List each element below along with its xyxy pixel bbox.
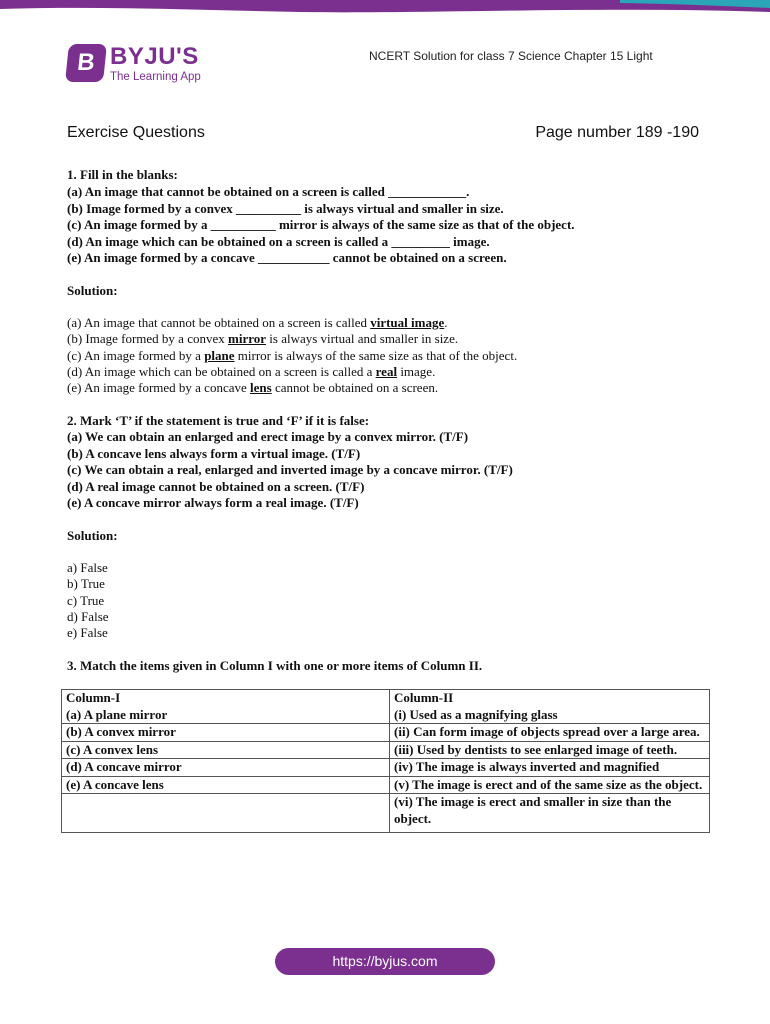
column1-item: (b) A convex mirror bbox=[62, 724, 390, 742]
q1-solution-b: (b) Image formed by a convex mirror is always virtual and smaller in size. bbox=[67, 331, 459, 346]
byjus-logo bbox=[67, 44, 207, 88]
q1-item-e: (e) An image formed by a concave ___________ cannot be obtained on a screen. bbox=[67, 250, 507, 265]
logo-badge: B bbox=[65, 44, 107, 82]
q2-item-b: (b) A concave lens always form a virtual image. (T/F) bbox=[67, 446, 361, 461]
table-row bbox=[62, 794, 710, 833]
q2-item-e: (e) A concave mirror always form a real image. (T/F) bbox=[67, 495, 359, 510]
table-row bbox=[62, 724, 710, 742]
q2-solution-c: c) True bbox=[67, 593, 105, 608]
table-cell bbox=[390, 690, 710, 724]
table-row bbox=[62, 741, 710, 759]
column2-item: (v) The image is erect and of the same size as the object. bbox=[390, 776, 710, 794]
column2-item: (ii) Can form image of objects spread over a large area. bbox=[390, 724, 710, 742]
q2-solution-b: b) True bbox=[67, 576, 105, 591]
q2-item-d: (d) A real image cannot be obtained on a screen. (T/F) bbox=[67, 479, 365, 494]
column1-item: (e) A concave lens bbox=[62, 776, 390, 794]
top-wave-decoration bbox=[0, 0, 770, 20]
table-row bbox=[62, 776, 710, 794]
q1-solution-c: (c) An image formed by a plane mirror is always of the same size as that of the object. bbox=[67, 348, 518, 363]
q2-title: 2. Mark ‘T’ if the statement is true and ‘F’ if it is false: bbox=[67, 413, 370, 428]
logo-tagline: The Learning App bbox=[110, 71, 201, 83]
column2-item: (iii) Used by dentists to see enlarged image of teeth. bbox=[390, 741, 710, 759]
q1-item-b: (b) Image formed by a convex __________ is always virtual and smaller in size. bbox=[67, 201, 504, 216]
column1-header: Column-I bbox=[66, 690, 121, 705]
q1-solution-a: (a) An image that cannot be obtained on a screen is called virtual image. bbox=[67, 315, 448, 330]
logo-name: BYJU'S bbox=[110, 43, 199, 70]
q1-solution-e: (e) An image formed by a concave lens cannot be obtained on a screen. bbox=[67, 380, 439, 395]
column2-item: (i) Used as a magnifying glass bbox=[394, 706, 558, 722]
column1-item: (c) A convex lens bbox=[62, 741, 390, 759]
column2-item: (iv) The image is always inverted and magnified bbox=[390, 759, 710, 777]
q1-solution-label: Solution: bbox=[67, 283, 118, 298]
table-row bbox=[62, 759, 710, 777]
document-title: NCERT Solution for class 7 Science Chapter 15 Light bbox=[369, 49, 653, 63]
column1-item: (a) A plane mirror bbox=[66, 706, 168, 722]
q1-item-c: (c) An image formed by a __________ mirror is always of the same size as that of the object. bbox=[67, 217, 575, 232]
table-cell bbox=[62, 690, 390, 724]
q1-item-d: (d) An image which can be obtained on a screen is called a _________ image. bbox=[67, 234, 490, 249]
q1-title: 1. Fill in the blanks: bbox=[67, 167, 178, 182]
column2-header: Column-II bbox=[394, 690, 454, 705]
column2-item: (vi) The image is erect and smaller in size than the object. bbox=[390, 794, 710, 833]
q2-item-c: (c) We can obtain a real, enlarged and inverted image by a concave mirror. (T/F) bbox=[67, 462, 513, 477]
q2-solution-a: a) False bbox=[67, 560, 108, 575]
page-number-heading: Page number 189 -190 bbox=[535, 124, 699, 141]
footer-url-link[interactable]: https://byjus.com bbox=[275, 948, 495, 975]
q2-item-a: (a) We can obtain an enlarged and erect image by a convex mirror. (T/F) bbox=[67, 429, 469, 444]
section-heading: Exercise Questions bbox=[67, 124, 205, 141]
q2-solution-e: e) False bbox=[67, 625, 108, 640]
q2-solution-d: d) False bbox=[67, 609, 109, 624]
column1-item bbox=[62, 794, 390, 833]
q1-item-a: (a) An image that cannot be obtained on a screen is called ____________. bbox=[67, 184, 470, 199]
column1-item: (d) A concave mirror bbox=[62, 759, 390, 777]
q1-solution-d: (d) An image which can be obtained on a screen is called a real image. bbox=[67, 364, 436, 379]
table-row bbox=[62, 690, 710, 724]
q3-title: 3. Match the items given in Column I with one or more items of Column II. bbox=[67, 658, 483, 673]
match-table bbox=[61, 689, 710, 833]
q2-solution-label: Solution: bbox=[67, 528, 118, 543]
